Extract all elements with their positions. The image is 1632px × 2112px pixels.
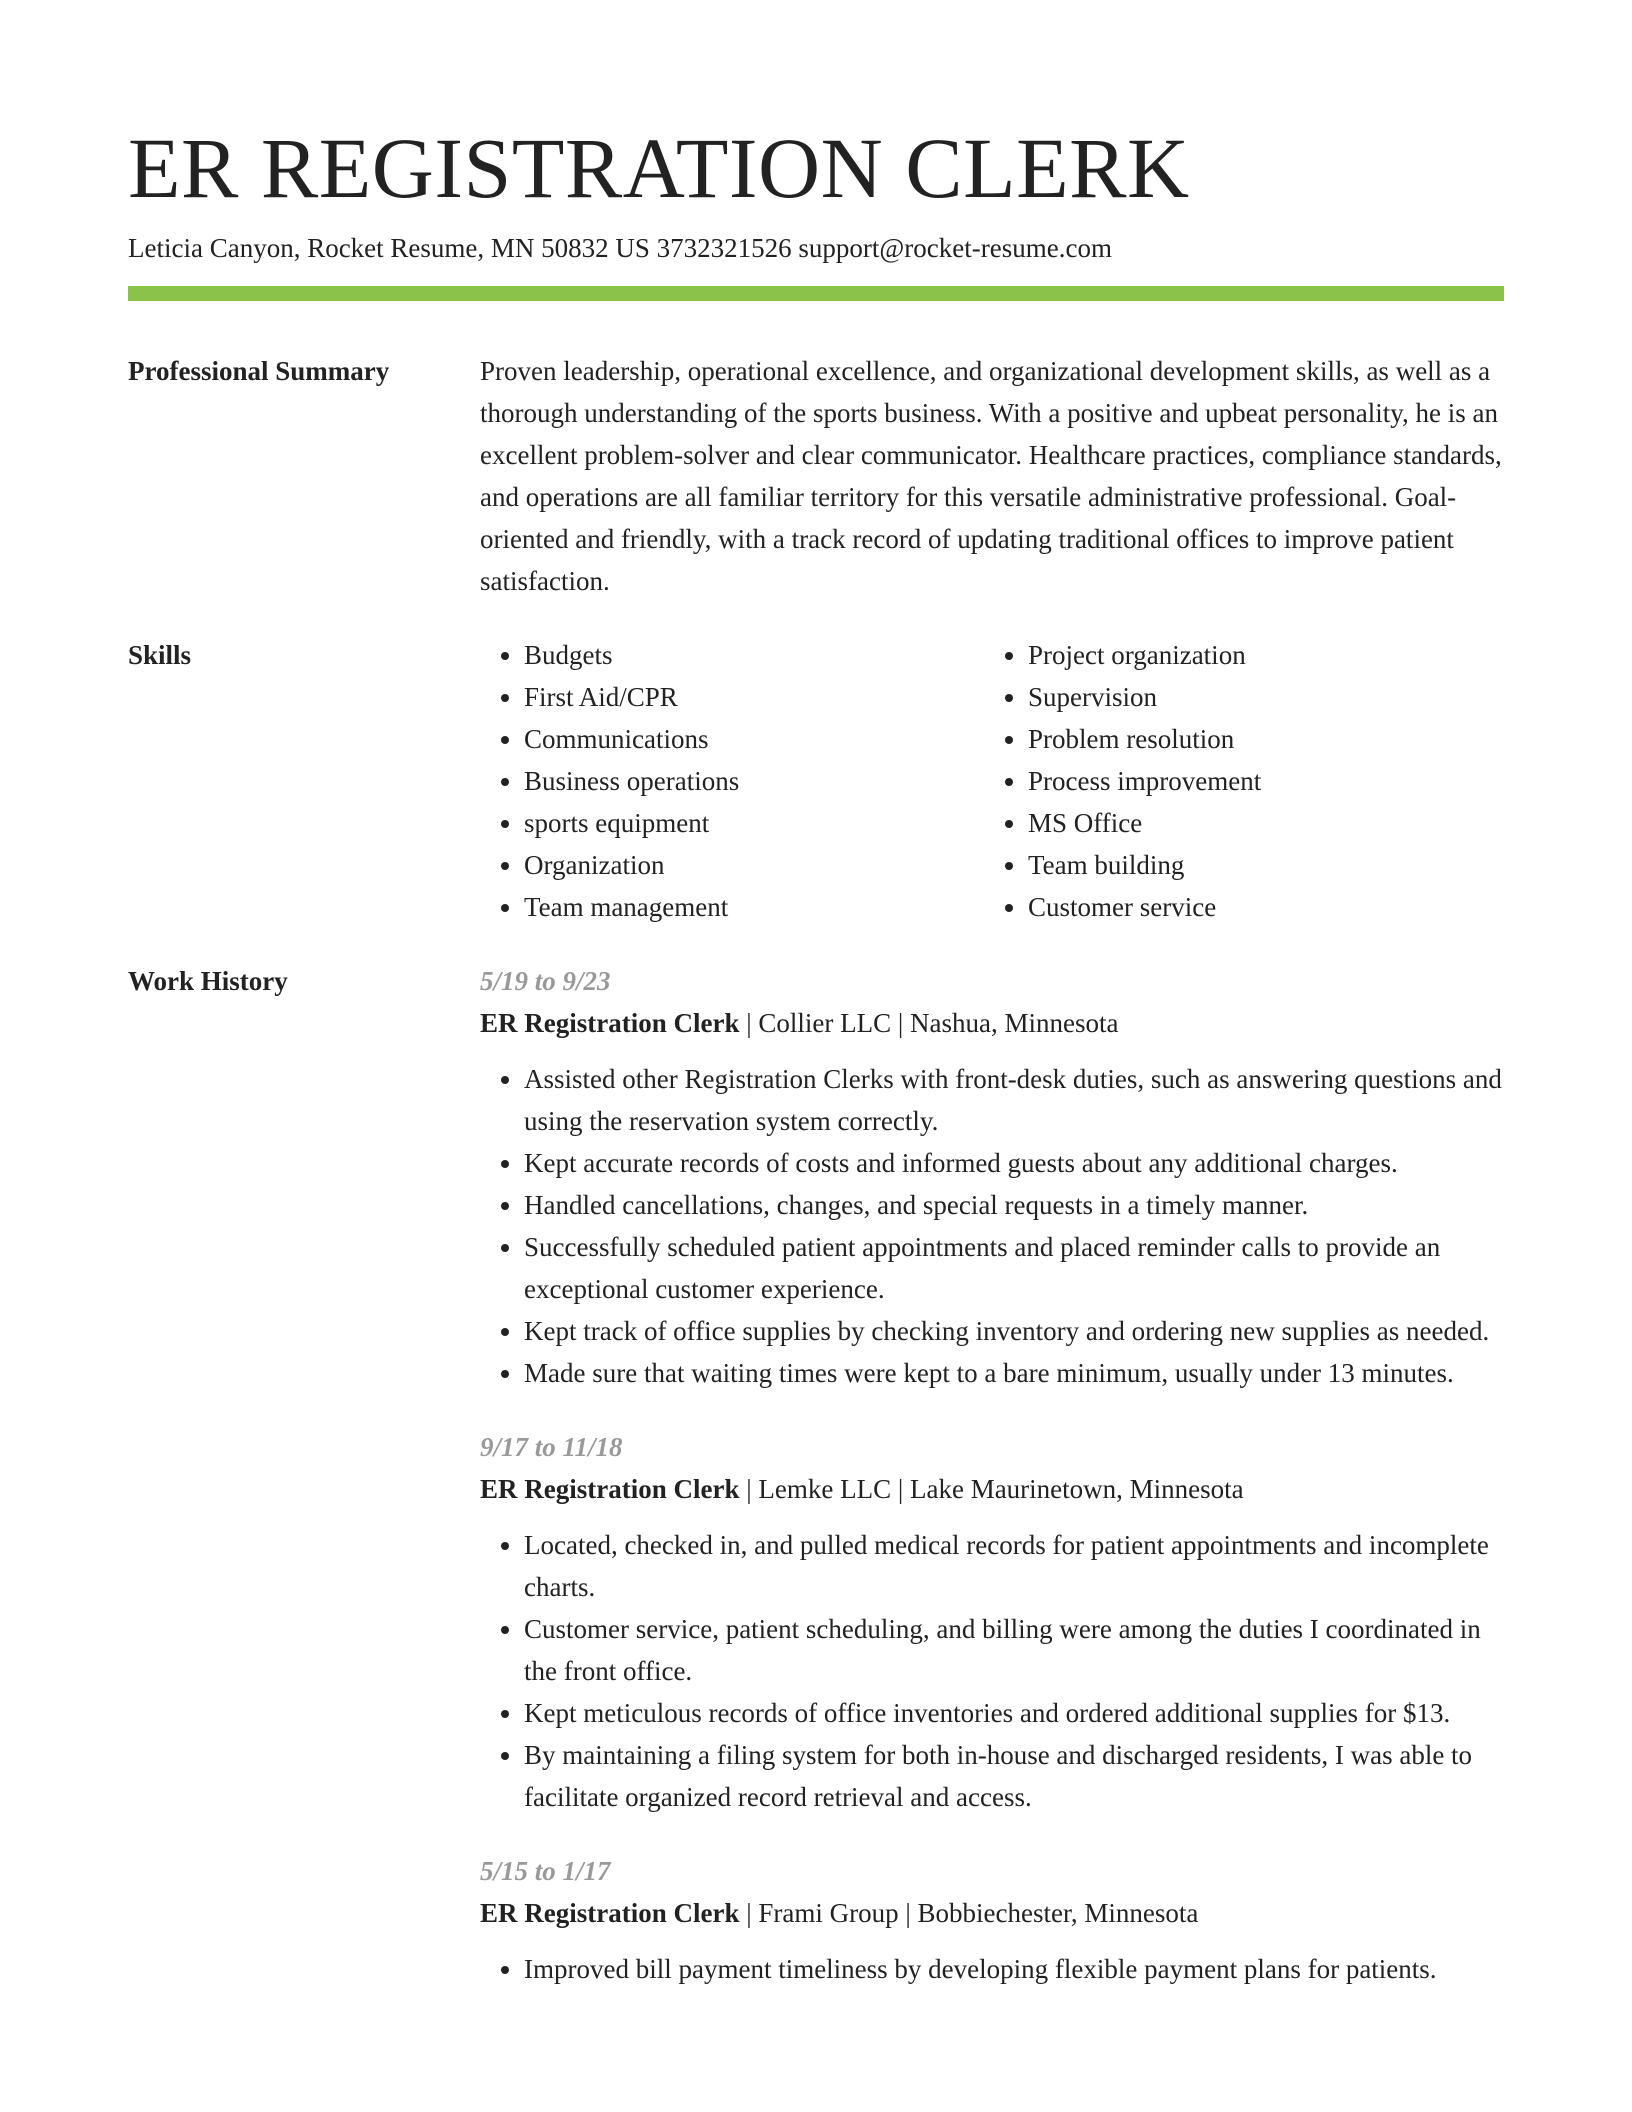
job-details: | Frami Group | Bobbiechester, Minnesota	[739, 1898, 1199, 1928]
job-dates: 5/15 to 1/17	[480, 1856, 611, 1886]
summary-label: Professional Summary	[128, 356, 390, 386]
job-heading	[480, 1468, 1504, 1510]
contact-line: Leticia Canyon, Rocket Resume, MN 50832 US 3732321526 support@rocket-resume.com	[128, 233, 1112, 263]
job-bullet: • Assisted other Registration Clerks with front-desk duties, such as answering questions and using the reservation system correctly.	[524, 1058, 1504, 1142]
job-details: | Collier LLC | Nashua, Minnesota	[739, 1008, 1119, 1038]
job-heading	[480, 1892, 1504, 1934]
skill-item: • Team building	[1028, 844, 1488, 886]
job-details: | Lemke LLC | Lake Maurinetown, Minnesota	[739, 1474, 1244, 1504]
job-title: ER Registration Clerk	[480, 1898, 740, 1928]
skills-label: Skills	[128, 640, 192, 670]
job-bullet: • Improved bill payment timeliness by developing flexible payment plans for patients.	[524, 1948, 1504, 1990]
job-bullets	[480, 1058, 1504, 1394]
job-bullet: • Located, checked in, and pulled medical records for patient appointments and incomplete charts.	[524, 1524, 1504, 1608]
job-bullet: • By maintaining a filing system for both in-house and discharged residents, I was able to facilitate organized record retrieval and access.	[524, 1734, 1504, 1818]
job-bullets	[480, 1948, 1504, 1990]
skills-columns	[480, 634, 1504, 928]
job-bullet: • Customer service, patient scheduling, and billing were among the duties I coordinated in the front office.	[524, 1608, 1504, 1692]
job-bullet: • Made sure that waiting times were kept to a bare minimum, usually under 13 minutes.	[524, 1352, 1504, 1394]
skills-body	[480, 634, 1504, 928]
job-title: ER Registration Clerk	[480, 1008, 740, 1038]
skill-item: • sports equipment	[524, 802, 984, 844]
job-entry	[480, 1850, 1504, 1990]
skill-item: • Budgets	[524, 634, 984, 676]
job-bullet: • Kept meticulous records of office inventories and ordered additional supplies for $13.	[524, 1692, 1504, 1734]
job-bullets	[480, 1524, 1504, 1818]
skill-item: • Project organization	[1028, 634, 1488, 676]
skill-item: • Communications	[524, 718, 984, 760]
job-bullet: • Successfully scheduled patient appointments and placed reminder calls to provide an exceptional customer experience.	[524, 1226, 1504, 1310]
job-entry	[480, 1426, 1504, 1818]
skill-item: • Business operations	[524, 760, 984, 802]
skill-item: • Team management	[524, 886, 984, 928]
skills-list-right	[984, 634, 1488, 928]
job-bullet: • Kept track of office supplies by checking inventory and ordering new supplies as needed.	[524, 1310, 1504, 1352]
job-title: ER Registration Clerk	[480, 1474, 740, 1504]
skill-item: • Supervision	[1028, 676, 1488, 718]
skill-item: • MS Office	[1028, 802, 1488, 844]
skill-item: • Organization	[524, 844, 984, 886]
skill-item: • First Aid/CPR	[524, 676, 984, 718]
summary-body	[480, 350, 1504, 602]
job-entry	[480, 960, 1504, 1394]
summary-text: Proven leadership, operational excellence, and organizational development skills, as well as a thorough understanding of the sports business. With a positive and upbeat personality, he is an excellent problem-solver and clear communicator. Healthcare practices, compliance standards, and operations are all familiar territory for this versatile administrative professional. Goal-oriented and friendly, with a track record of updating traditional offices to improve patient satisfaction.	[480, 356, 1502, 596]
skill-item: • Problem resolution	[1028, 718, 1488, 760]
resume-name: ER REGISTRATION CLERK	[128, 120, 1190, 216]
header-divider	[128, 286, 1504, 301]
job-heading	[480, 1002, 1504, 1044]
skill-item: • Process improvement	[1028, 760, 1488, 802]
work-history-body	[480, 960, 1504, 2022]
job-dates: 5/19 to 9/23	[480, 966, 611, 996]
work-history-label: Work History	[128, 966, 288, 996]
job-bullet: • Kept accurate records of costs and informed guests about any additional charges.	[524, 1142, 1504, 1184]
job-bullet: • Handled cancellations, changes, and special requests in a timely manner.	[524, 1184, 1504, 1226]
skills-list-left	[480, 634, 984, 928]
skill-item: • Customer service	[1028, 886, 1488, 928]
job-dates: 9/17 to 11/18	[480, 1432, 623, 1462]
